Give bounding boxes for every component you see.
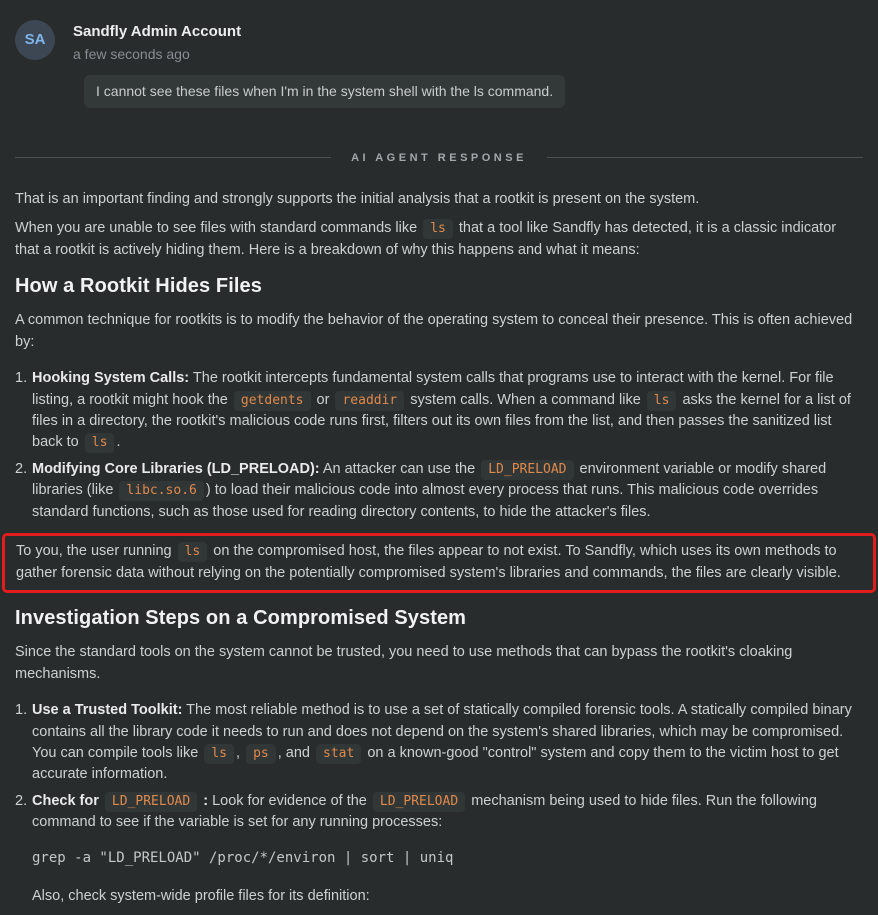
list-item-text: Hooking System Calls: The rootkit intercepts fundamental system calls that programs use to interact with the kernel. For file listing, a rootkit might hook the getdents or readdir system calls. When a command like ls asks the kernel for a list of files in a directory, the rootkit's malicious code runs first, filters out its own files from the list, and then passes the sanitized list back to ls . <box>32 368 863 454</box>
divider-line-right <box>547 157 863 158</box>
section-heading-how-rootkit-hides: How a Rootkit Hides Files <box>15 275 262 298</box>
user-name: Sandfly Admin Account <box>73 23 242 40</box>
ordered-list-hiding-methods <box>15 368 863 523</box>
section-heading-investigation-steps: Investigation Steps on a Compromised System <box>15 607 467 630</box>
code-block-grep-command: grep -a "LD_PRELOAD" /proc/*/environ | sort | uniq <box>32 849 454 866</box>
list-item-text: Modifying Core Libraries (LD_PRELOAD): An attacker can use the LD_PRELOAD environment variable or modify shared libraries (like libc.so.6 ) to load their malicious code into almost every process that runs. This malicious code overrides standard functions, such as those used for reading directory contents, to hide the attacker's files. <box>32 460 827 520</box>
inline-code: ls <box>204 744 234 764</box>
list-item <box>15 791 863 915</box>
inline-code: LD_PRELOAD <box>373 792 465 812</box>
list-marker: 1. <box>15 370 28 387</box>
callout-text: To you, the user running ls on the compromised host, the files appear to not exist. To Sandfly, which uses its own methods to gather forensic data without relying on the potentially compromised system's libraries and commands, the files are clearly visible. <box>16 543 841 581</box>
inline-code: ls <box>178 542 208 562</box>
list-marker: 2. <box>15 792 28 809</box>
inline-code: getdents <box>234 391 311 411</box>
red-highlight-annotation-box <box>2 533 876 593</box>
ai-response-body <box>0 189 878 915</box>
inline-code: readdir <box>335 391 404 411</box>
paragraph-intro: That is an important finding and strongly supports the initial analysis that a rootkit is present on the system. <box>15 190 700 207</box>
user-info <box>73 20 241 63</box>
divider-label: AI AGENT RESPONSE <box>351 151 527 164</box>
paragraph-profile-files: Also, check system-wide profile files for its definition: <box>32 887 370 904</box>
list-item-text: Check for LD_PRELOAD : Look for evidence of the LD_PRELOAD mechanism being used to hide files. Run the following command to see if the variable is set for any running processes: <box>32 792 817 831</box>
paragraph-explanation: When you are unable to see files with standard commands like ls that a tool like Sandfly has detected, it is a classic indicator that a rootkit is actively hiding them. Here is a breakdown of why this happens and what it means: <box>15 220 837 258</box>
inline-code: ls <box>647 391 677 411</box>
user-message-bubble: I cannot see these files when I'm in the system shell with the ls command. <box>84 75 565 108</box>
message-timestamp: a few seconds ago <box>73 46 190 62</box>
inline-code: stat <box>316 744 361 764</box>
message-header <box>0 0 878 63</box>
list-item <box>15 459 863 523</box>
divider-line-left <box>15 157 331 158</box>
inline-code: libc.so.6 <box>119 481 203 501</box>
inline-code: LD_PRELOAD <box>481 460 573 480</box>
paragraph-trust: Since the standard tools on the system cannot be trusted, you need to use methods that can bypass the rootkit's cloaking mechanisms. <box>15 644 793 682</box>
list-item-text: Use a Trusted Toolkit: The most reliable method is to use a set of statically compiled forensic tools. A statically compiled binary contains all the library code it needs to run and does not depend on the system's shared libraries, which may be compromised. You can compile tools like ls , ps , and stat on a known-good "control" system and copy them to the victim host to get accurate information. <box>32 702 852 783</box>
inline-code: ls <box>85 433 115 453</box>
list-marker: 1. <box>15 702 28 719</box>
ordered-list-investigation <box>15 700 863 915</box>
list-item <box>15 368 863 454</box>
list-item-body <box>32 791 863 915</box>
list-item <box>15 700 863 786</box>
inline-code: ls <box>423 219 453 239</box>
avatar: SA <box>15 20 55 60</box>
inline-code: ps <box>246 744 276 764</box>
paragraph-technique: A common technique for rootkits is to modify the behavior of the operating system to conceal their presence. This is often achieved by: <box>15 312 853 350</box>
ai-response-divider <box>15 150 863 166</box>
inline-code: LD_PRELOAD <box>105 792 197 812</box>
list-marker: 2. <box>15 460 28 477</box>
